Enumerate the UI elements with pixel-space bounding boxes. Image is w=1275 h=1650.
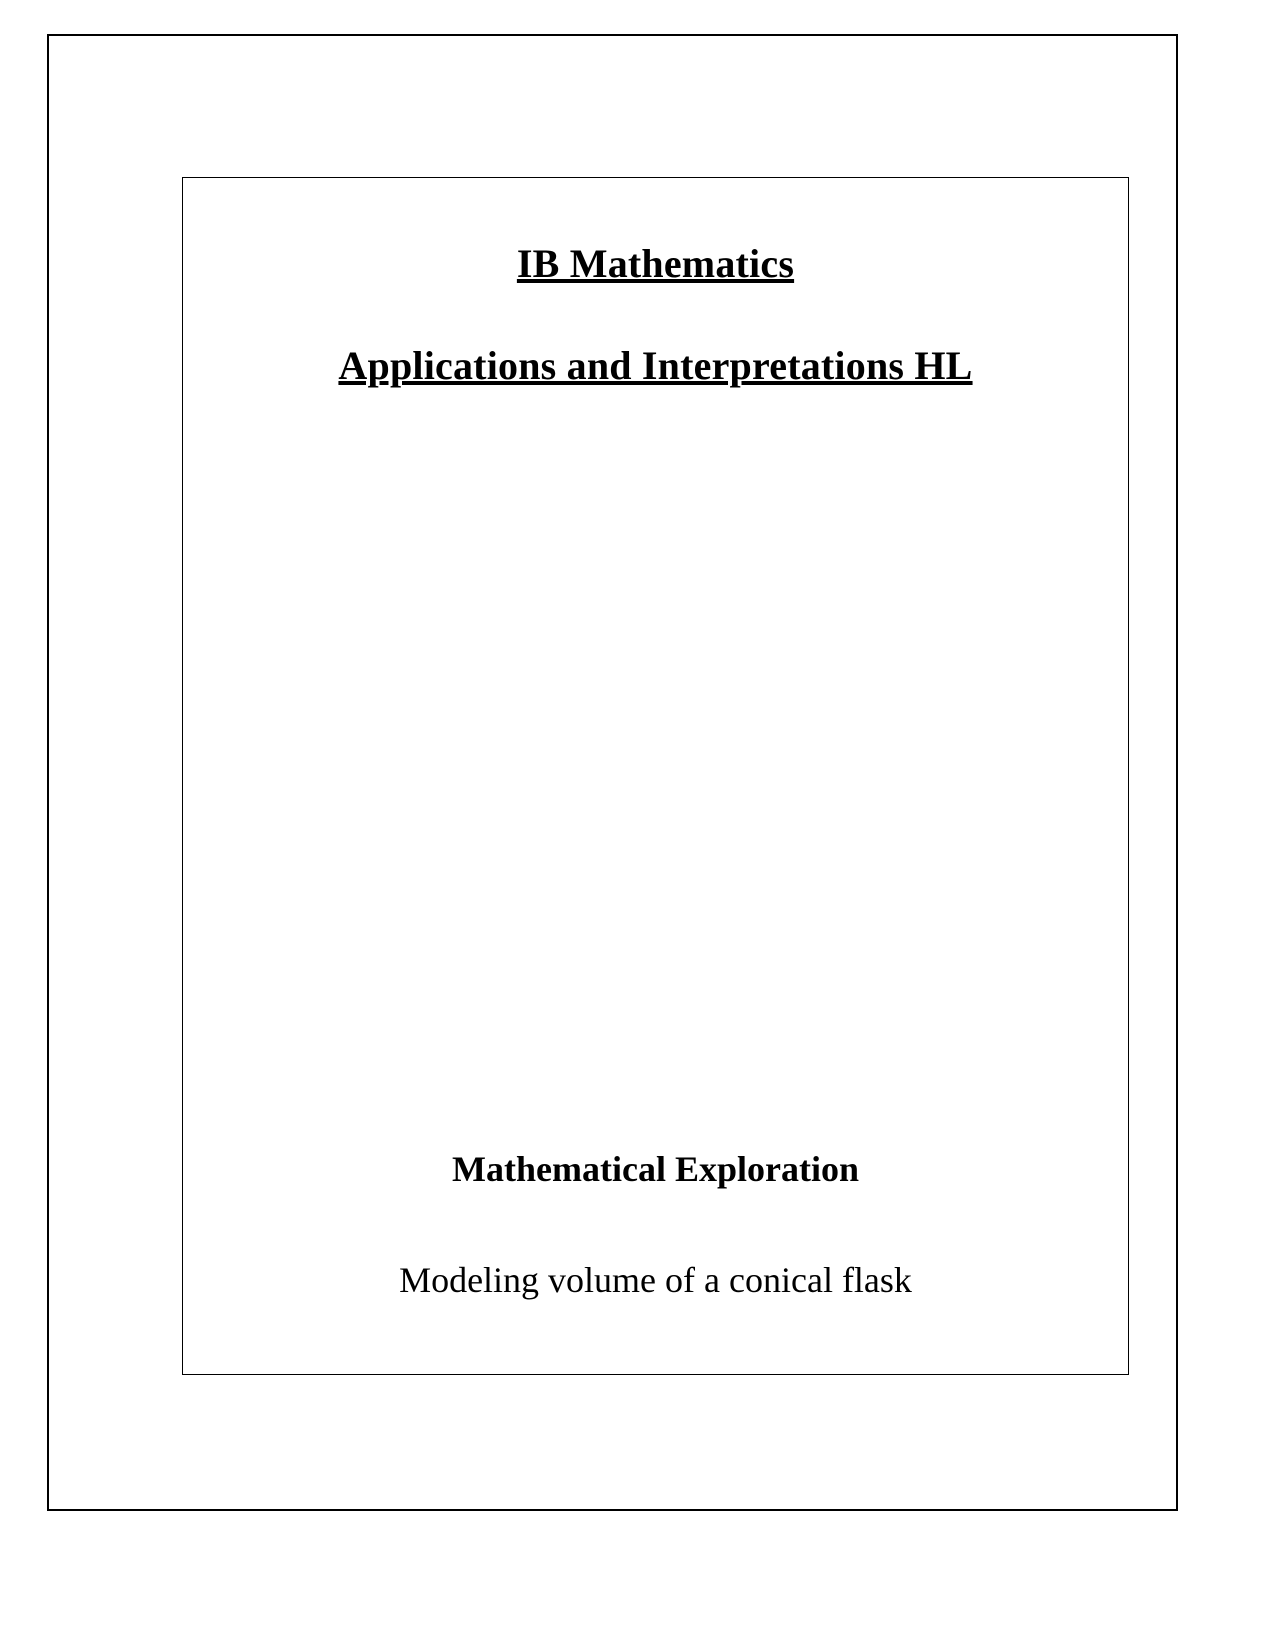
course-subtitle: Applications and Interpretations HL — [338, 343, 973, 388]
page-outer-border — [47, 34, 1178, 1511]
title-page-frame — [182, 177, 1129, 1375]
title-footer-group — [183, 1148, 1128, 1374]
document-topic: Modeling volume of a conical flask — [399, 1259, 912, 1300]
document-type: Mathematical Exploration — [452, 1148, 859, 1189]
course-title: IB Mathematics — [516, 241, 795, 286]
title-heading-group — [183, 178, 1128, 390]
